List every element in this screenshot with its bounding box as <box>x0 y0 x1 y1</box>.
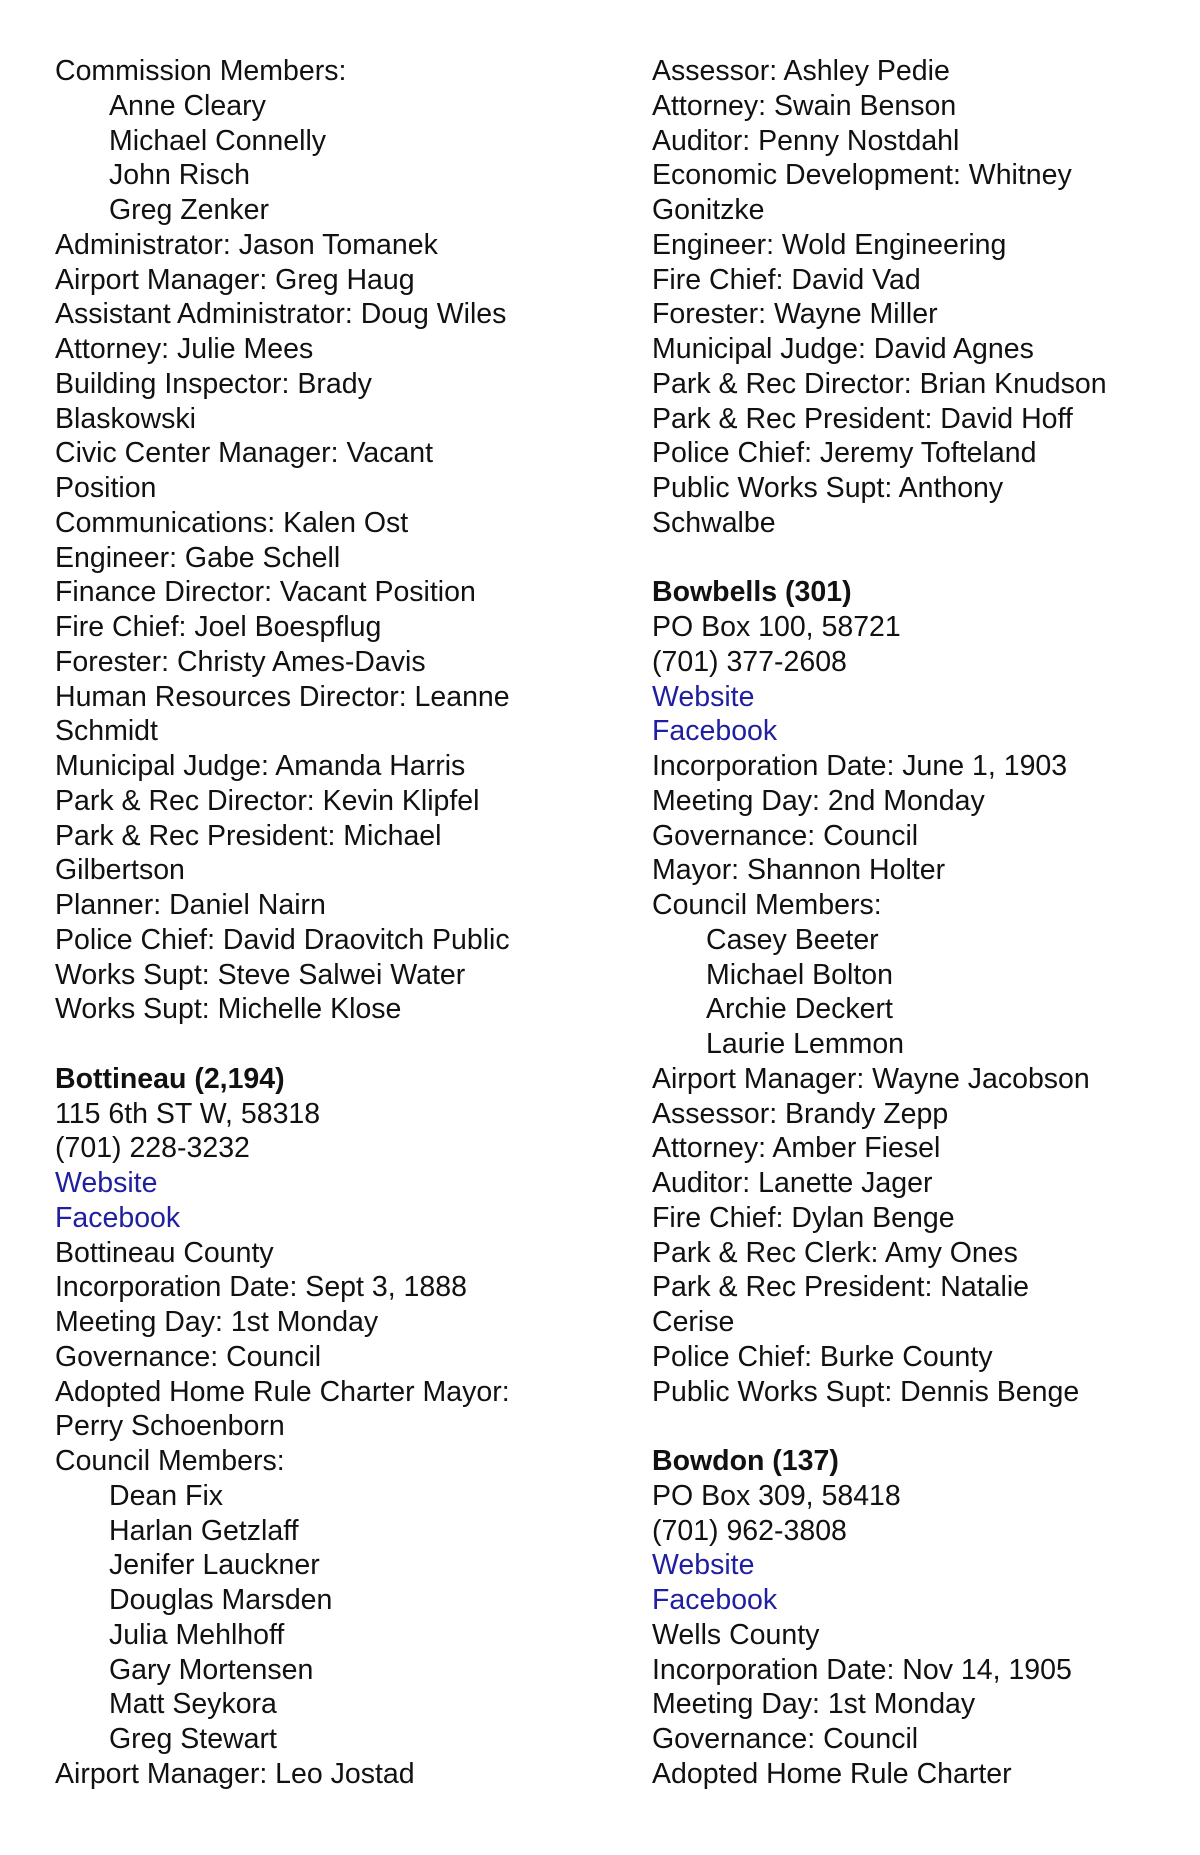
directory-line: Auditor: Lanette Jager <box>652 1167 933 1199</box>
directory-line: Schmidt <box>55 715 158 748</box>
directory-line: Position <box>55 472 157 504</box>
directory-line: Park & Rec President: Michael <box>55 819 442 852</box>
directory-line: Police Chief: Burke County <box>652 1340 993 1373</box>
member-name: Greg Zenker <box>109 194 269 226</box>
directory-line: Assistant Administrator: Doug Wiles <box>55 298 507 331</box>
member-name: Laurie Lemmon <box>706 1028 905 1060</box>
directory-line: Finance Director: Vacant Position <box>55 576 476 609</box>
member-name: Greg Stewart <box>109 1723 277 1755</box>
member-name: Archie Deckert <box>706 993 893 1026</box>
directory-line: Council Members: <box>55 1445 285 1477</box>
directory-line: Airport Manager: Leo Jostad <box>55 1757 415 1790</box>
directory-line: Schwalbe <box>652 506 776 539</box>
city-heading: Bottineau (2,194) <box>55 1062 285 1095</box>
directory-line: Public Works Supt: Anthony <box>652 472 1004 504</box>
directory-line: (701) 228-3232 <box>55 1132 250 1165</box>
directory-line: (701) 962-3808 <box>652 1514 847 1547</box>
city-heading: Bowdon (137) <box>652 1445 839 1477</box>
directory-line: Gonitzke <box>652 194 765 226</box>
directory-line: Building Inspector: Brady <box>55 367 372 400</box>
directory-line: Forester: Wayne Miller <box>652 298 938 331</box>
directory-line: Municipal Judge: David Agnes <box>652 333 1034 365</box>
directory-line: Perry Schoenborn <box>55 1410 285 1443</box>
directory-line: Governance: Council <box>55 1340 322 1373</box>
directory-line: Meeting Day: 1st Monday <box>652 1688 976 1721</box>
member-name: Anne Cleary <box>109 89 266 122</box>
member-name: Matt Seykora <box>109 1688 277 1721</box>
website-link[interactable]: Website <box>652 680 755 713</box>
directory-line: Park & Rec Director: Brian Knudson <box>652 367 1107 400</box>
spacer <box>55 1027 575 1062</box>
spacer <box>652 541 1192 576</box>
directory-line: Bottineau County <box>55 1236 274 1269</box>
member-name: Douglas Marsden <box>109 1584 333 1616</box>
city-heading: Bowbells (301) <box>652 576 852 609</box>
directory-line: Wells County <box>652 1618 820 1651</box>
directory-line: Municipal Judge: Amanda Harris <box>55 750 466 782</box>
directory-line: Meeting Day: 1st Monday <box>55 1306 379 1338</box>
directory-line: Engineer: Gabe Schell <box>55 541 341 574</box>
directory-line: Auditor: Penny Nostdahl <box>652 124 960 157</box>
directory-line: Works Supt: Michelle Klose <box>55 993 402 1026</box>
directory-line: PO Box 309, 58418 <box>652 1479 901 1512</box>
directory-line: Airport Manager: Wayne Jacobson <box>652 1062 1090 1095</box>
directory-line: Works Supt: Steve Salwei Water <box>55 958 466 991</box>
directory-line: Cerise <box>652 1306 735 1338</box>
directory-line: Police Chief: Jeremy Tofteland <box>652 437 1037 470</box>
directory-line: Incorporation Date: Nov 14, 1905 <box>652 1653 1072 1686</box>
directory-line: Council Members: <box>652 889 882 921</box>
directory-line: Forester: Christy Ames-Davis <box>55 645 426 678</box>
directory-line: Fire Chief: David Vad <box>652 263 921 296</box>
member-name: Casey Beeter <box>706 923 879 956</box>
directory-line: Park & Rec Clerk: Amy Ones <box>652 1236 1018 1269</box>
directory-line: Governance: Council <box>652 1723 919 1755</box>
directory-line: Attorney: Swain Benson <box>652 89 957 122</box>
directory-line: Governance: Council <box>652 819 919 852</box>
directory-line: Public Works Supt: Dennis Benge <box>652 1375 1080 1408</box>
facebook-link[interactable]: Facebook <box>652 1584 778 1616</box>
right-column <box>652 54 1192 1792</box>
directory-line: Incorporation Date: Sept 3, 1888 <box>55 1271 467 1304</box>
directory-line: Attorney: Julie Mees <box>55 333 314 365</box>
directory-line: (701) 377-2608 <box>652 645 847 678</box>
directory-line: Planner: Daniel Nairn <box>55 889 326 921</box>
directory-line: Commission Members: <box>55 55 347 87</box>
member-name: Julia Mehlhoff <box>109 1618 285 1651</box>
directory-line: 115 6th ST W, 58318 <box>55 1097 321 1130</box>
facebook-link[interactable]: Facebook <box>652 715 778 748</box>
directory-line: Adopted Home Rule Charter Mayor: <box>55 1375 510 1408</box>
member-name: Dean Fix <box>109 1479 224 1512</box>
directory-line: Park & Rec President: Natalie <box>652 1271 1029 1304</box>
member-name: John Risch <box>109 159 250 192</box>
directory-line: Human Resources Director: Leanne <box>55 680 510 713</box>
facebook-link[interactable]: Facebook <box>55 1201 181 1234</box>
member-name: Harlan Getzlaff <box>109 1514 299 1547</box>
directory-line: Economic Development: Whitney <box>652 159 1072 192</box>
spacer <box>652 1409 1192 1444</box>
directory-line: Administrator: Jason Tomanek <box>55 228 438 261</box>
directory-line: Civic Center Manager: Vacant <box>55 437 434 470</box>
directory-line: Fire Chief: Joel Boespflug <box>55 611 382 643</box>
directory-line: Fire Chief: Dylan Benge <box>652 1201 955 1234</box>
website-link[interactable]: Website <box>55 1167 158 1199</box>
directory-line: Engineer: Wold Engineering <box>652 228 1007 261</box>
left-column <box>55 54 575 1792</box>
member-name: Jenifer Lauckner <box>109 1549 320 1582</box>
member-name: Michael Bolton <box>706 958 893 991</box>
directory-line: Gilbertson <box>55 854 185 887</box>
directory-line: Park & Rec Director: Kevin Klipfel <box>55 784 480 817</box>
directory-line: PO Box 100, 58721 <box>652 611 901 643</box>
directory-line: Assessor: Brandy Zepp <box>652 1097 949 1130</box>
directory-line: Communications: Kalen Ost <box>55 506 409 539</box>
directory-line: Adopted Home Rule Charter <box>652 1757 1012 1790</box>
member-name: Michael Connelly <box>109 124 327 157</box>
directory-line: Assessor: Ashley Pedie <box>652 55 950 87</box>
website-link[interactable]: Website <box>652 1549 755 1582</box>
member-name: Gary Mortensen <box>109 1653 314 1686</box>
directory-line: Attorney: Amber Fiesel <box>652 1132 941 1165</box>
directory-line: Park & Rec President: David Hoff <box>652 402 1073 435</box>
directory-line: Incorporation Date: June 1, 1903 <box>652 750 1068 782</box>
directory-line: Blaskowski <box>55 402 196 435</box>
directory-line: Airport Manager: Greg Haug <box>55 263 415 296</box>
directory-line: Police Chief: David Draovitch Public <box>55 923 510 956</box>
directory-line: Mayor: Shannon Holter <box>652 854 946 887</box>
directory-line: Meeting Day: 2nd Monday <box>652 784 985 817</box>
